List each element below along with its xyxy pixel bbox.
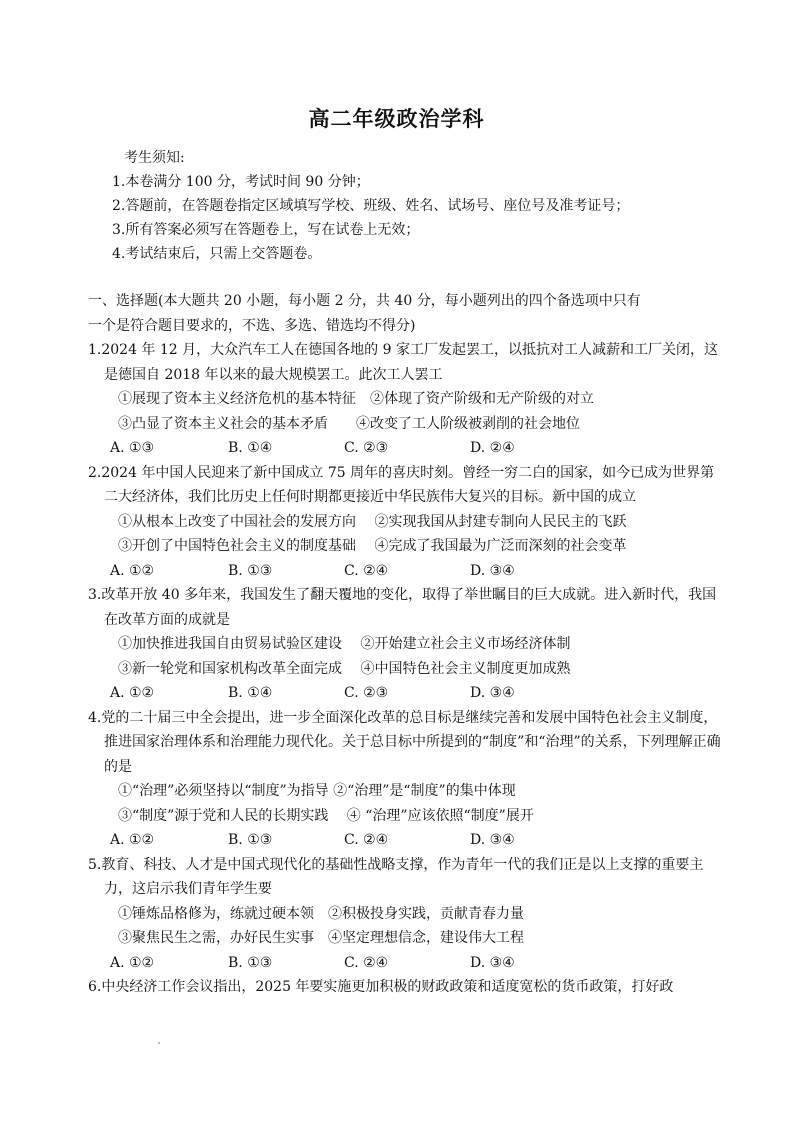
- notice-item: 4.考试结束后，只需上交答题卷。: [112, 246, 322, 262]
- choice-d: D. ③④: [470, 954, 515, 971]
- answer-choices: [88, 828, 728, 853]
- question-5: [88, 853, 728, 976]
- statement-option: ①展现了资本主义经济危机的基本特征 ②体现了资产阶级和无产阶级的对立: [118, 391, 594, 407]
- exam-notice: [112, 146, 629, 266]
- choice-c: C. ②④: [344, 832, 389, 848]
- choice-b: B. ①③: [228, 954, 273, 971]
- notice-item: 3.所有答案必须写在答题卷上，写在试卷上无效；: [112, 222, 420, 238]
- statement-option: ①“治理”必须坚持以“制度”为指导 ②“治理”是“制度”的集中体现: [118, 783, 516, 799]
- answer-choices: [88, 681, 728, 706]
- question-stem: 6.中央经济工作会议指出，2025 年要实施更加积极的财政政策和适度宽松的货币政策，打好政: [88, 979, 674, 995]
- choice-a: A. ①②: [110, 562, 155, 579]
- scan-speck: [158, 1042, 160, 1044]
- choice-a: A. ①②: [110, 685, 155, 701]
- question-6: [88, 975, 728, 1000]
- statement-option: ①锤炼品格修为，练就过硬本领 ②积极投身实践，贡献青春力量: [118, 905, 524, 922]
- section-heading-cont: 一个是符合题目要求的，不选、多选、错选均不得分): [88, 317, 416, 334]
- multiple-choice-section: [88, 289, 728, 1000]
- statement-option: ③凸显了资本主义社会的基本矛盾 ④改变了工人阶级被剥削的社会地位: [118, 415, 580, 432]
- choice-d: D. ②④: [470, 440, 515, 456]
- choice-a: A. ①②: [110, 954, 155, 971]
- choice-a: A. ①②: [110, 832, 155, 848]
- question-3: [88, 583, 728, 706]
- choice-d: D. ③④: [470, 832, 515, 848]
- choice-a: A. ①③: [110, 440, 155, 456]
- notice-heading: 考生须知:: [124, 150, 185, 166]
- section-heading: 一、选择题(本大题共 20 小题，每小题 2 分，共 40 分，每小题列出的四个备选项中只有: [88, 293, 641, 309]
- answer-choices: [88, 951, 728, 976]
- answer-choices: [88, 559, 728, 584]
- statement-option: ③聚焦民生之需，办好民生实事 ④坚定理想信念，建设伟大工程: [118, 930, 524, 946]
- statement-option: ③新一轮党和国家机构改革全面完成 ④中国特色社会主义制度更加成熟: [118, 660, 571, 677]
- statement-option: ①从根本上改变了中国社会的发展方向 ②实现我国从封建专制向人民民主的飞跃: [118, 513, 627, 530]
- question-stem: 5.教育、科技、人才是中国式现代化的基础性战略支撑，作为青年一代的我们正是以上支撑的重要主力，这启示我们青年学生要: [88, 856, 704, 897]
- answer-choices: [88, 436, 728, 461]
- statement-option: ③“制度”源于党和人民的长期实践 ④ “治理”应该依照“制度”展开: [118, 807, 534, 824]
- choice-c: C. ②③: [344, 440, 389, 456]
- choice-c: C. ②④: [344, 954, 389, 971]
- question-stem: 1.2024 年 12 月，大众汽车工人在德国各地的 9 家工厂发起罢工，以抵抗对工人减薪和工厂关闭，这是德国自 2018 年以来的最大规模罢工。此次工人罢工: [88, 342, 718, 383]
- statement-option: ①加快推进我国自由贸易试验区建设 ②开始建立社会主义市场经济体制: [118, 636, 571, 652]
- notice-item: 1.本卷满分 100 分，考试时间 90 分钟；: [112, 174, 370, 190]
- choice-b: B. ①④: [228, 440, 273, 456]
- choice-b: B. ①③: [228, 562, 273, 579]
- question-4: [88, 706, 728, 853]
- page-title: 高二年级政治学科: [308, 106, 485, 131]
- choice-b: B. ①③: [228, 832, 273, 848]
- question-stem: 2.2024 年中国人民迎来了新中国成立 75 周年的喜庆时刻。曾经一穷二白的国家，如今已成为世界第二大经济体，我们比历史上任何时期都更接近中华民族伟大复兴的目标。新中国的成立: [88, 464, 715, 505]
- question-1: [88, 338, 728, 461]
- choice-d: D. ③④: [470, 685, 515, 701]
- choice-c: C. ②④: [344, 562, 389, 579]
- question-2: [88, 461, 728, 584]
- question-stem: 4.党的二十届三中全会提出，进一步全面深化改革的总目标是继续完善和发展中国特色社会主义制度，推进国家治理体系和治理能力现代化。关于总目标中所提到的“制度”和“治理”的关系，下列理解正确的是: [88, 709, 721, 775]
- statement-option: ③开创了中国特色社会主义的制度基础 ④完成了我国最为广泛而深刻的社会变革: [118, 538, 627, 554]
- choice-b: B. ①④: [228, 685, 273, 701]
- choice-c: C. ②③: [344, 685, 389, 701]
- choice-d: D. ③④: [470, 562, 515, 579]
- question-stem: 3.改革开放 40 多年来，我国发生了翻天覆地的变化，取得了举世瞩目的巨大成就。进入新时代，我国在改革方面的成就是: [88, 587, 717, 628]
- notice-item: 2.答题前，在答题卷指定区域填写学校、班级、姓名、试场号、座位号及准考证号；: [112, 198, 630, 214]
